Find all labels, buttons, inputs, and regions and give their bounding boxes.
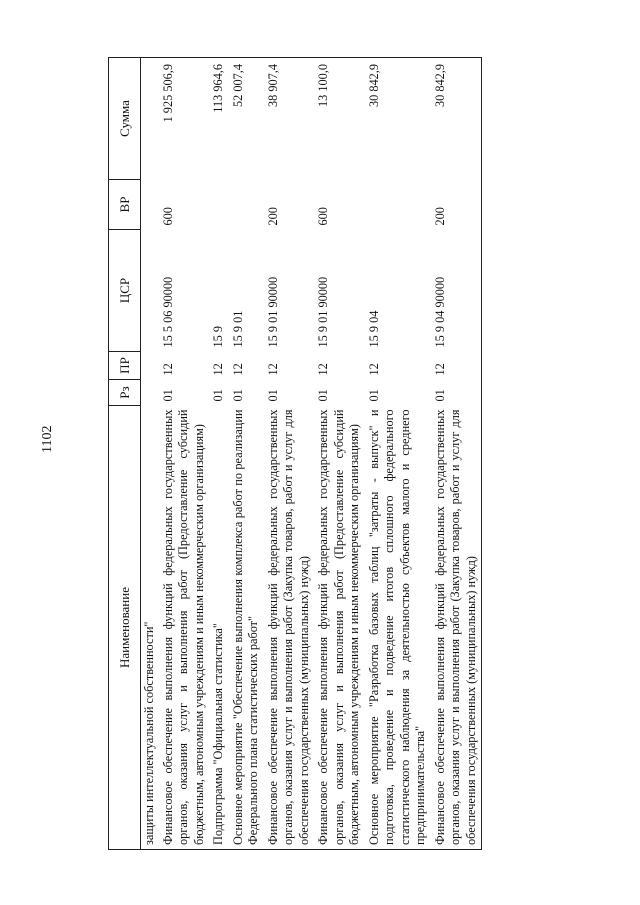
row-sum: 1 925 506,9 (159, 58, 210, 180)
row-csr: 15 9 01 90000 (265, 276, 280, 348)
row-vr (141, 180, 159, 230)
header-sum: Сумма (109, 58, 141, 180)
header-name: Наименование (109, 406, 141, 850)
row-pr: 12 (366, 363, 381, 376)
row-vr: 200 (265, 207, 280, 226)
row-name: Основное мероприятие "Разработка базовых таблиц "затраты - выпуск" и подготовка, проведение и подведение итогов сплошного федерального статистического наблюдения за деятельностью субъектов малого и среднего предпринимательства" (365, 406, 431, 850)
row-csr: 15 9 (211, 325, 225, 348)
row-pr: 12 (431, 352, 482, 380)
table-row (229, 58, 264, 850)
row-name: Основное мероприятие "Обеспечение выполнения комплекса работ по реализации Федерального плана статистических работ" (229, 406, 264, 850)
row-rz (141, 380, 159, 406)
row-pr: 12 (265, 363, 280, 376)
row-sum: 30 842,9 (431, 58, 482, 180)
row-vr (365, 180, 431, 230)
row-rz: 01 (431, 380, 482, 406)
header-rz: Рз (109, 380, 141, 406)
row-vr (209, 180, 229, 230)
row-pr: 12 (211, 363, 225, 376)
budget-table-container (108, 58, 603, 850)
row-csr: 15 9 04 90000 (431, 230, 482, 352)
row-csr: 15 5 06 90000 (160, 276, 175, 348)
row-sum: 113 964,6 (209, 58, 229, 180)
header-pr: ПР (109, 352, 141, 380)
row-rz: 01 (366, 389, 381, 402)
table-row (431, 58, 482, 850)
row-sum: 38 907,4 (264, 58, 315, 180)
row-vr (229, 180, 264, 230)
table-row (314, 58, 365, 850)
table-row (209, 58, 229, 850)
row-csr (141, 230, 159, 352)
table-body (141, 58, 482, 850)
row-csr: 15 9 01 90000 (316, 276, 330, 348)
header-csr: ЦСР (109, 230, 141, 352)
row-name: Финансовое обеспечение выполнения функций федеральных государственных органов, оказания услуг и выполнения работ (Закупка товаров, работ и услуг для обеспечения государственных (муниципальных) нужд) (264, 406, 315, 850)
budget-table (108, 57, 482, 850)
table-header-row (109, 58, 141, 850)
table-row (264, 58, 315, 850)
row-pr (141, 352, 159, 380)
row-rz: 01 (316, 389, 330, 402)
row-name: защиты интеллектуальной собственности" (141, 406, 159, 850)
row-vr: 600 (316, 207, 330, 226)
row-sum (141, 58, 159, 180)
row-rz: 01 (160, 389, 175, 402)
header-vr: ВР (109, 180, 141, 230)
table-row (141, 58, 159, 850)
row-sum: 13 100,0 (314, 58, 365, 180)
row-csr: 15 9 01 (230, 310, 245, 348)
row-sum: 30 842,9 (365, 58, 431, 180)
row-name: Финансовое обеспечение выполнения функций федеральных государственных органов, оказания услуг и выполнения работ (Закупка товаров, работ и услуг для обеспечения государственных (муниципальных) нужд) (431, 406, 482, 850)
table-row (365, 58, 431, 850)
row-name: Подпрограмма "Официальная статистика" (209, 406, 229, 850)
row-csr: 15 9 04 (366, 310, 381, 348)
row-vr: 600 (160, 207, 175, 226)
page-number: 1102 (40, 425, 55, 453)
row-pr: 12 (230, 363, 245, 376)
row-pr: 12 (316, 363, 330, 376)
row-rz: 01 (230, 389, 245, 402)
row-rz: 01 (211, 389, 225, 402)
row-rz: 01 (265, 389, 280, 402)
row-name: Финансовое обеспечение выполнения функций федеральных государственных органов, оказания услуг и выполнения работ (Предоставление субсидий бюджетным, автономным учреждениям и иным некоммерческим организациям) (314, 406, 365, 850)
row-pr: 12 (160, 363, 175, 376)
row-vr: 200 (431, 180, 482, 230)
row-sum: 52 007,4 (229, 58, 264, 180)
row-name: Финансовое обеспечение выполнения функций федеральных государственных органов, оказания услуг и выполнения работ (Предоставление субсидий бюджетным, автономным учреждениям и иным некоммерческим организациям) (159, 406, 210, 850)
table-row (159, 58, 210, 850)
